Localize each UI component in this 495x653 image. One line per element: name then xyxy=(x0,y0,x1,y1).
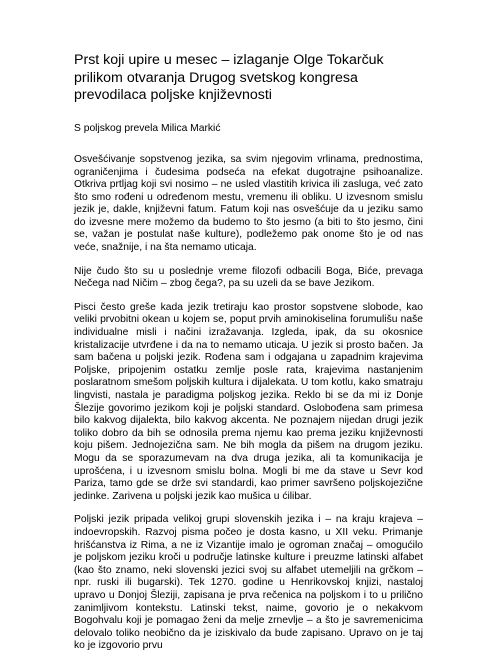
paragraph: Nije čudo što su u poslednje vreme filozofi odbacili Boga, Biće, prevaga Nečega nad Ničim – zbog čega?, pa su uzeli da se bave Jezikom. xyxy=(74,265,423,290)
document-title: Prst koji upire u mesec – izlaganje Olge Tokarčuk prilikom otvaranja Drugog svetskog kongresa prevodilaca poljske književnosti xyxy=(74,52,384,103)
paragraph: Poljski jezik pripada velikoj grupi slovenskih jezika i – na kraju krajeva – indoevropskih. Razvoj pisma počeo je dosta kasno, u XII veku. Primanje hrišćanstva iz Rima, a ne iz Vizantije imalo je ogroman značaj – omogućilo je poljskom jeziku kroči u područje latinske kulture i preuzme latinski alfabet (kao što znamo, neki slovenski jezici svoj su alfabet utemeljili na grčkom – npr. ruski ili bugarski). Tek 1270. godine u Henrikovskoj knjizi, nastaloj upravo u Donjoj Šleziji, zapisana je prva rečenica na poljskom i to u prilično zanimljivom kontekstu. Latinski tekst, naime, govorio je o nekakvom Bogohvalu koji je pomagao ženi da melje zrnevlje – a što je savremenicima delovalo toliko neobično da je iziskivalo da bude zapisano. Upravo on je taj ko je izgovorio prvu xyxy=(74,514,423,652)
paragraph: Pisci često greše kada jezik tretiraju kao prostor sopstvene slobode, kao veliki prvobitni okean u kojem se, poput prvih aminokiselina forumulišu naše individualne misli i načini izražavanja. Izgleda, ipak, da su okosnice kristalizacije utvrđene i da na to nemamo uticaja. U jezik si prosto bačen. Ja sam bačena u poljski jezik. Rođena sam i odgajana u zapadnim krajevima Poljske, pripojenim ostatku zemlje posle rata, krajevima nastanjenim poslaratnom smešom poljskih kultura i dijalekata. U tom kotlu, kako smatraju lingvisti, nastala je paradigma poljskog jezika. Reklo bi se da mi iz Donje Šlezije govorimo jezikom koji je poljski standard. Oslobođena sam primesa bilo kakvog dijalekta, bilo kakvog akcenta. Ne poznajem nijedan drugi jezik toliko dobro da bih se odnosila prema njemu kao prema jeziku književnosti koju pišem. Jednojezična sam. Ne bih mogla da pišem na drugom jeziku. Mogu da se sporazumevam na dva druga jezika, ali ta komunikacija je uprošćena, i u izvesnom smislu bolna. Mogli bi me da stave u Sevr kod Pariza, tamo gde se drže svi standardi, kao primer savršeno poljskojezične jedinke. Zarivena u poljski jezik kao mušica u ćilibar. xyxy=(74,301,423,502)
paragraph: Osvešćivanje sopstvenog jezika, sa svim njegovim vrlinama, prednostima, ograničenjima i čudesima podseća na efekat dugotrajne psihoanalize. Otkriva prtljag koji svi nosimo – ne usled vlastitih krivica ili zasluga, već zato što smo rođeni u određenom mestu, vremenu ili obliku. U izvesnom smislu jezik je, dakle, književni fatum. Fatum koji nas osvešćuje da u jeziku samo do izvesne mere možemo da budemo to što jesmo (a biti to što jesmo, čini se, važan je postulat naše kulture), podležemo pak onome što je od nas veće, snažnije, i na šta nemamo uticaja. xyxy=(74,153,423,254)
translator-credit: S poljskog prevela Milica Markić xyxy=(74,122,221,134)
